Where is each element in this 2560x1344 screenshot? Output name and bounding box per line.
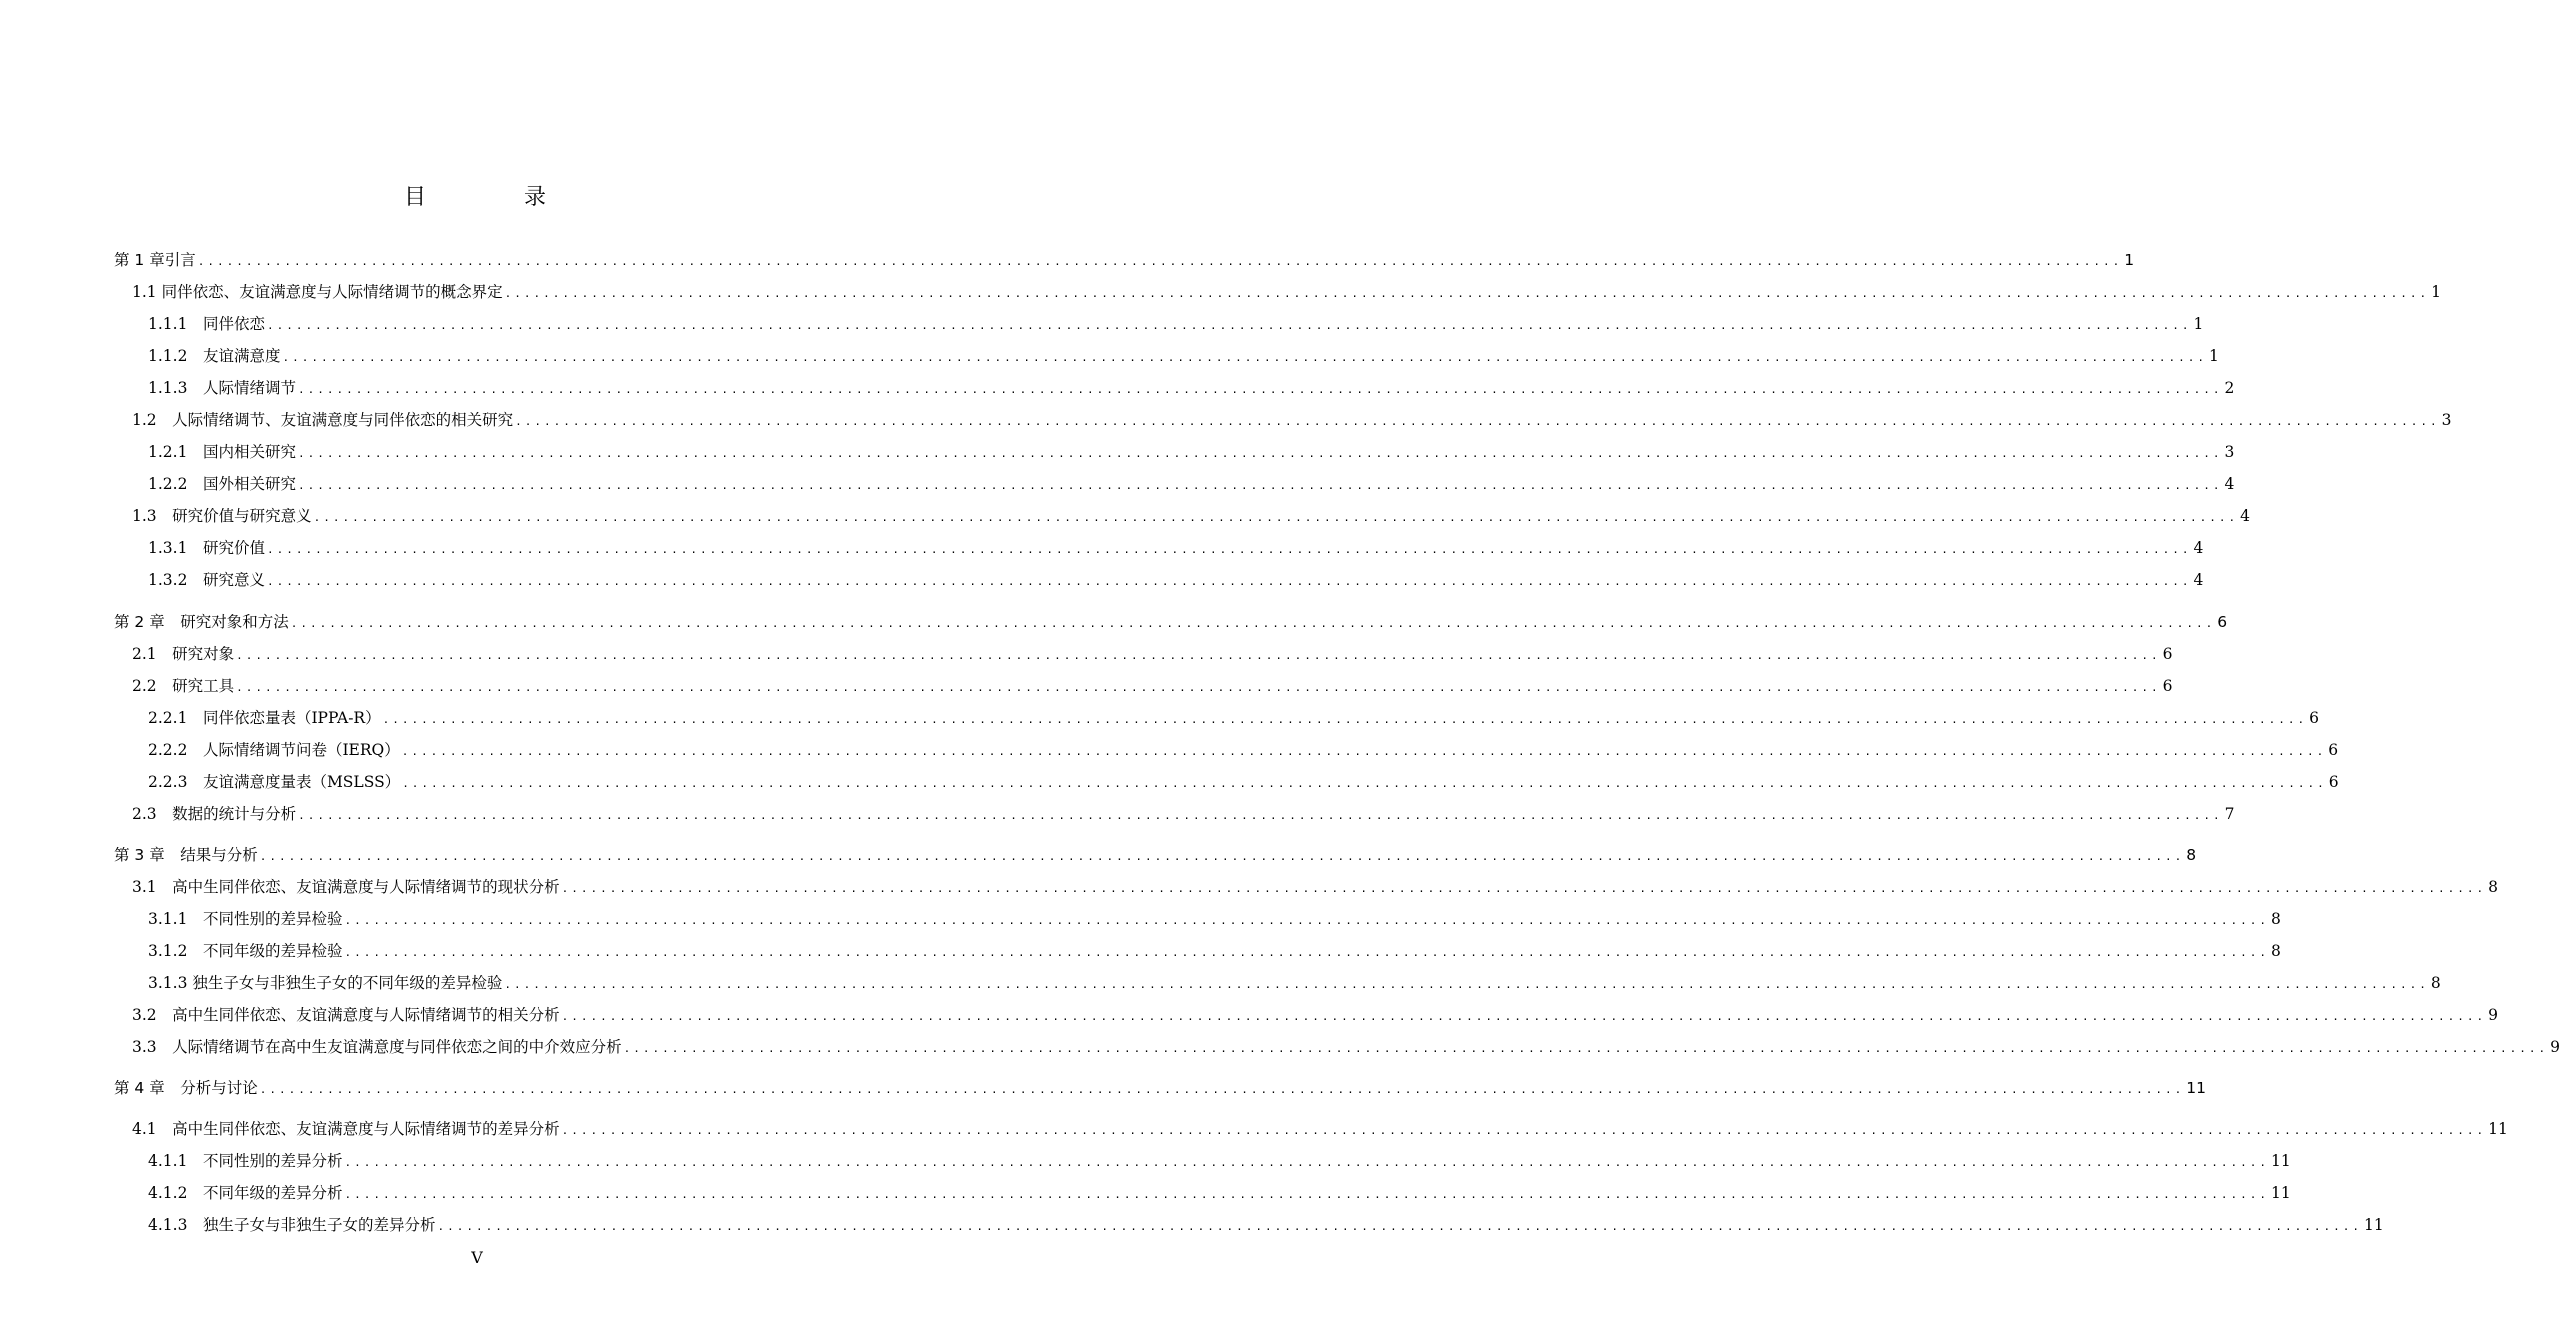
toc-entry[interactable] <box>132 875 2499 897</box>
toc-entry-label: 1.1 同伴依恋、友谊满意度与人际情绪调节的概念界定 <box>132 283 503 301</box>
toc-dot-leader: ........................................................................................................................................................................................................ <box>623 1042 2549 1055</box>
toc-dot-leader: ........................................................................................................................................................................................................ <box>437 1220 2362 1233</box>
toc-entry-label: 4.1.2 不同年级的差异分析 <box>148 1184 343 1202</box>
toc-entry-page-number: 8 <box>2270 910 2281 928</box>
toc-entry[interactable] <box>132 280 2441 302</box>
toc-entry-label: 第 4 章 分析与讨论 <box>114 1079 258 1097</box>
toc-entry-page-number: 8 <box>2270 942 2281 960</box>
toc-dot-leader: ........................................................................................................................................................................................................ <box>259 850 2185 863</box>
toc-entry-label: 3.1 高中生同伴依恋、友谊满意度与人际情绪调节的现状分析 <box>132 878 560 896</box>
toc-dot-leader: ........................................................................................................................................................................................................ <box>282 351 2207 364</box>
toc-dot-leader: ........................................................................................................................................................................................................ <box>504 978 2429 991</box>
toc-entry-page-number: 4 <box>2193 539 2204 557</box>
toc-entry[interactable] <box>132 674 2173 696</box>
toc-dot-leader: ........................................................................................................................................................................................................ <box>515 415 2440 428</box>
toc-dot-leader: ........................................................................................................................................................................................................ <box>344 946 2269 959</box>
toc-entry[interactable] <box>132 1035 2560 1057</box>
toc-entry-page-number: 11 <box>2270 1184 2291 1202</box>
toc-entry[interactable] <box>148 344 2219 366</box>
toc-entry-label: 1.2 人际情绪调节、友谊满意度与同伴依恋的相关研究 <box>132 411 514 429</box>
toc-entry-label: 3.1.1 不同性别的差异检验 <box>148 910 343 928</box>
toc-entry-label: 3.3 人际情绪调节在高中生友谊满意度与同伴依恋之间的中介效应分析 <box>132 1038 622 1056</box>
toc-entry-page-number: 6 <box>2162 645 2173 663</box>
toc-entry[interactable] <box>148 440 2235 462</box>
toc-entry[interactable] <box>132 1117 2508 1139</box>
toc-dot-leader: ........................................................................................................................................................................................................ <box>297 479 2223 492</box>
toc-dot-leader: ........................................................................................................................................................................................................ <box>297 447 2223 460</box>
toc-entry-label: 3.2 高中生同伴依恋、友谊满意度与人际情绪调节的相关分析 <box>132 1006 560 1024</box>
toc-entry-page-number: 6 <box>2217 613 2228 631</box>
toc-entry-page-number: 11 <box>2186 1079 2206 1097</box>
toc-entry[interactable] <box>148 706 2319 728</box>
toc-entry-page-number: 4 <box>2240 507 2251 525</box>
toc-entry[interactable] <box>148 376 2235 398</box>
toc-dot-leader: ........................................................................................................................................................................................................ <box>298 809 2223 822</box>
toc-entry-label: 第 3 章 结果与分析 <box>114 846 258 864</box>
toc-entry-page-number: 4 <box>2193 571 2204 589</box>
toc-dot-leader: ........................................................................................................................................................................................................ <box>290 617 2216 630</box>
toc-entry-page-number: 9 <box>2488 1006 2499 1024</box>
toc-entry-label: 2.2.2 人际情绪调节问卷（IERQ） <box>148 741 400 759</box>
toc-entry[interactable] <box>132 408 2452 430</box>
toc-entry-page-number: 1 <box>2431 283 2441 301</box>
toc-entry-page-number: 6 <box>2328 741 2339 759</box>
toc-entry-label: 2.2.3 友谊满意度量表（MSLSS） <box>148 773 401 791</box>
toc-dot-leader: ........................................................................................................................................................................................................ <box>236 649 2161 662</box>
toc-dot-leader: ........................................................................................................................................................................................................ <box>236 681 2161 694</box>
toc-dot-leader: ........................................................................................................................................................................................................ <box>197 255 2123 268</box>
toc-dot-leader: ........................................................................................................................................................................................................ <box>344 1188 2269 1201</box>
toc-entry-label: 1.1.1 同伴依恋 <box>148 315 265 333</box>
toc-entry-label: 3.1.3 独生子女与非独生子女的不同年级的差异检验 <box>148 974 503 992</box>
toc-entry[interactable] <box>132 1003 2499 1025</box>
toc-entry[interactable] <box>148 971 2441 993</box>
toc-entry-label: 1.1.2 友谊满意度 <box>148 347 281 365</box>
toc-chapter-entry[interactable] <box>114 843 2197 865</box>
toc-entry-page-number: 8 <box>2430 974 2441 992</box>
toc-entry-page-number: 11 <box>2270 1152 2291 1170</box>
toc-dot-leader: ........................................................................................................................................................................................................ <box>297 383 2223 396</box>
toc-entry-label: 1.3 研究价值与研究意义 <box>132 507 312 525</box>
toc-entry[interactable] <box>148 312 2204 334</box>
toc-entry[interactable] <box>132 802 2235 824</box>
toc-dot-leader: ........................................................................................................................................................................................................ <box>313 511 2239 524</box>
toc-entry-label: 4.1 高中生同伴依恋、友谊满意度与人际情绪调节的差异分析 <box>132 1120 560 1138</box>
toc-dot-leader: ........................................................................................................................................................................................................ <box>561 1010 2487 1023</box>
toc-entry-label: 2.2 研究工具 <box>132 677 235 695</box>
toc-chapter-entry[interactable] <box>114 248 2135 270</box>
page-number-footer: V <box>471 1248 483 1267</box>
toc-dot-leader: ........................................................................................................................................................................................................ <box>382 713 2308 726</box>
toc-entry[interactable] <box>148 939 2281 961</box>
toc-entry-page-number: 1 <box>2124 251 2135 269</box>
toc-entry-page-number: 11 <box>2363 1216 2384 1234</box>
toc-dot-leader: ........................................................................................................................................................................................................ <box>561 1124 2487 1137</box>
toc-dot-leader: ........................................................................................................................................................................................................ <box>561 882 2487 895</box>
toc-entry-page-number: 6 <box>2162 677 2173 695</box>
toc-entry-page-number: 1 <box>2193 315 2204 333</box>
toc-entry-label: 第 1 章引言 <box>114 251 196 269</box>
toc-entry-label: 1.3.2 研究意义 <box>148 571 265 589</box>
toc-entry-label: 4.1.1 不同性别的差异分析 <box>148 1152 343 1170</box>
toc-dot-leader: ........................................................................................................................................................................................................ <box>266 319 2192 332</box>
toc-dot-leader: ........................................................................................................................................................................................................ <box>266 575 2192 588</box>
toc-entry-label: 第 2 章 研究对象和方法 <box>114 613 289 631</box>
toc-entry-page-number: 3 <box>2224 443 2235 461</box>
toc-dot-leader: ........................................................................................................................................................................................................ <box>266 543 2192 556</box>
toc-entry[interactable] <box>148 1149 2291 1171</box>
toc-entry-label: 1.2.2 国外相关研究 <box>148 475 296 493</box>
toc-entry-label: 4.1.3 独生子女与非独生子女的差异分析 <box>148 1216 436 1234</box>
toc-entry[interactable] <box>148 472 2235 494</box>
toc-entry[interactable] <box>148 536 2204 558</box>
toc-entry-page-number: 8 <box>2488 878 2499 896</box>
toc-dot-leader: ........................................................................................................................................................................................................ <box>504 287 2430 300</box>
toc-dot-leader: ........................................................................................................................................................................................................ <box>344 1156 2269 1169</box>
toc-entry-page-number: 2 <box>2224 379 2235 397</box>
toc-entry[interactable] <box>148 770 2339 792</box>
toc-entry-label: 3.1.2 不同年级的差异检验 <box>148 942 343 960</box>
toc-entry[interactable] <box>148 907 2281 929</box>
toc-entry-label: 1.1.3 人际情绪调节 <box>148 379 296 397</box>
toc-dot-leader: ........................................................................................................................................................................................................ <box>344 914 2269 927</box>
toc-entry-label: 1.3.1 研究价值 <box>148 539 265 557</box>
toc-entry-page-number: 8 <box>2186 846 2197 864</box>
toc-dot-leader: ........................................................................................................................................................................................................ <box>401 745 2327 758</box>
toc-entry-page-number: 4 <box>2224 475 2235 493</box>
toc-entry-label: 2.1 研究对象 <box>132 645 235 663</box>
toc-entry[interactable] <box>148 738 2339 760</box>
toc-entry-page-number: 7 <box>2224 805 2235 823</box>
toc-entry-page-number: 6 <box>2328 773 2339 791</box>
page-title: 目 录 <box>403 185 584 210</box>
toc-entry-label: 2.3 数据的统计与分析 <box>132 805 297 823</box>
toc-entry-label: 1.2.1 国内相关研究 <box>148 443 296 461</box>
toc-chapter-entry[interactable] <box>114 1076 2206 1098</box>
toc-dot-leader: ........................................................................................................................................................................................................ <box>259 1083 2185 1096</box>
toc-dot-leader: ........................................................................................................................................................................................................ <box>402 777 2327 790</box>
toc-entry-page-number: 3 <box>2441 411 2452 429</box>
toc-entry[interactable] <box>148 1213 2384 1235</box>
toc-chapter-entry[interactable] <box>114 610 2228 632</box>
toc-entry-page-number: 11 <box>2488 1120 2508 1138</box>
toc-entry-page-number: 1 <box>2208 347 2219 365</box>
toc-entry-page-number: 6 <box>2309 709 2319 727</box>
toc-entry[interactable] <box>148 568 2204 590</box>
toc-entry[interactable] <box>132 642 2173 664</box>
toc-entry[interactable] <box>132 504 2251 526</box>
toc-entry-page-number: 9 <box>2550 1038 2560 1056</box>
toc-entry-label: 2.2.1 同伴依恋量表（IPPA-R） <box>148 709 381 727</box>
toc-entry[interactable] <box>148 1181 2291 1203</box>
